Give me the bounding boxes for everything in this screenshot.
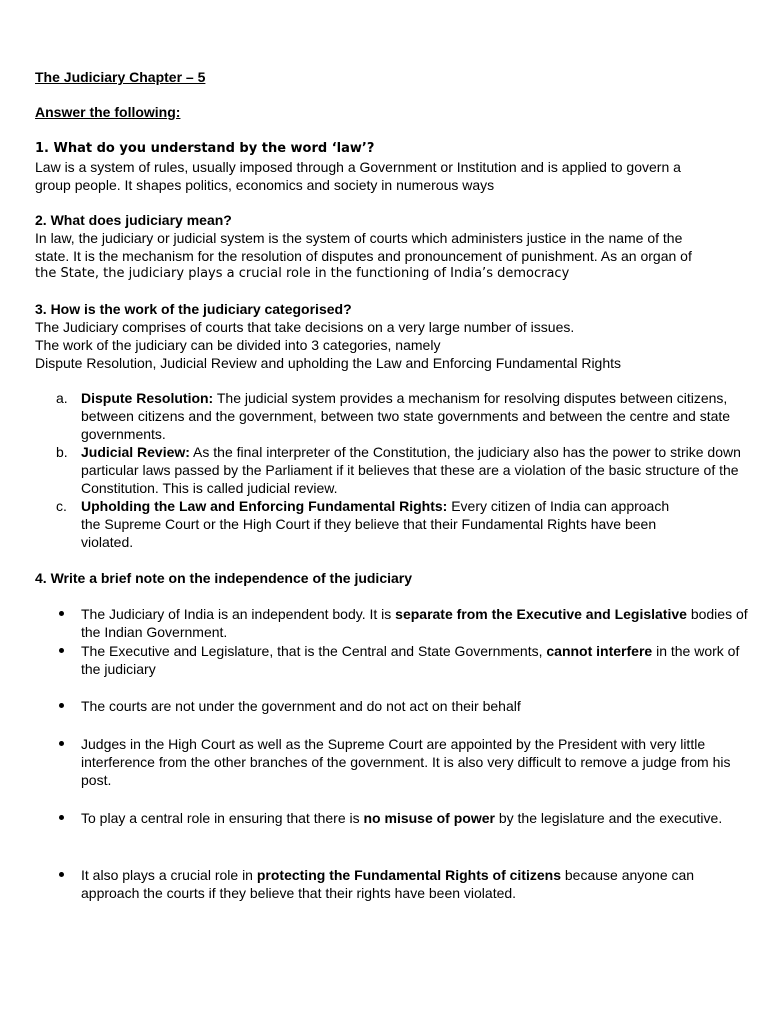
bullet-icon <box>59 703 64 708</box>
answer-1-line-2: group people. It shapes politics, economics and society in numerous ways <box>35 177 495 193</box>
answer-3-line-2: The work of the judiciary can be divided into 3 categories, namely <box>35 337 441 353</box>
bullet-item <box>81 642 756 678</box>
list-marker-c: c. <box>56 498 67 514</box>
list-item-upholding-law <box>81 497 671 551</box>
document-title: The Judiciary Chapter – 5 <box>35 69 206 85</box>
question-4: 4. Write a brief note on the independence of the judiciary <box>35 570 413 586</box>
bullet-item <box>81 605 756 641</box>
bullet-icon <box>59 741 64 746</box>
bullet-text: The Judiciary of India is an independent body. It is <box>81 606 396 622</box>
bullet-text: because anyone can approach the courts if they believe that their rights have been violated. <box>81 867 695 901</box>
question-1: 1. What do you understand by the word ‘law’? <box>35 141 375 156</box>
answer-3-line-1: The Judiciary comprises of courts that take decisions on a very large number of issues. <box>35 319 575 335</box>
bullet-emphasis: no misuse of power <box>363 810 495 826</box>
bullet-text: To play a central role in ensuring that there is <box>81 810 364 826</box>
list-marker-a: a. <box>56 390 68 406</box>
list-item-text: The judicial system provides a mechanism for resolving disputes between citizens, between citizens and the government, between two state governments and between the centre and state governments. <box>81 390 731 442</box>
bullet-text: bodies of the Indian Government. <box>81 606 748 640</box>
bullet-icon <box>59 872 64 877</box>
question-2: 2. What does judiciary mean? <box>35 212 232 228</box>
list-item-term: Judicial Review: <box>81 444 190 460</box>
answer-2-line-3: the State, the judiciary plays a crucial role in the functioning of India’s democracy <box>35 266 570 281</box>
list-item-text: As the final interpreter of the Constitution, the judiciary also has the power to strike down particular laws passed by the Parliament if it believes that these are a violation of the basic structure of the Constitution. This is called judicial review. <box>81 444 741 496</box>
bullet-item <box>81 697 756 715</box>
list-item-text: Every citizen of India can approach the Supreme Court or the High Court if they believe that their Fundamental Rights have been violated. <box>81 498 670 550</box>
bullet-icon <box>59 815 64 820</box>
answer-2-line-1: In law, the judiciary or judicial system is the system of courts which administers justice in the name of the <box>35 230 683 246</box>
bullet-text: by the legislature and the executive. <box>494 810 723 826</box>
answer-3-line-3: Dispute Resolution, Judicial Review and upholding the Law and Enforcing Fundamental Rights <box>35 355 622 371</box>
instruction-heading: Answer the following: <box>35 104 181 120</box>
list-marker-b: b. <box>56 444 68 460</box>
list-item-dispute-resolution <box>81 389 756 443</box>
bullet-item <box>81 809 756 827</box>
bullet-item <box>81 735 756 789</box>
bullet-emphasis: separate from the Executive and Legislative <box>395 606 687 622</box>
bullet-icon <box>59 611 64 616</box>
bullet-item <box>81 866 756 902</box>
bullet-emphasis: protecting the Fundamental Rights of citizens <box>256 867 561 883</box>
list-item-judicial-review <box>81 443 756 497</box>
answer-2-line-2: state. It is the mechanism for the resolution of disputes and pronouncement of punishment. As an organ of <box>35 248 692 264</box>
bullet-text: It also plays a crucial role in <box>81 867 257 883</box>
bullet-text: The Executive and Legislature, that is the Central and State Governments, <box>81 643 547 659</box>
list-item-term: Upholding the Law and Enforcing Fundamental Rights: <box>81 498 448 514</box>
bullet-text: Judges in the High Court as well as the Supreme Court are appointed by the President with very little interference from the other branches of the government. It is also very difficult to remove a judge from his post. <box>81 736 731 788</box>
list-item-term: Dispute Resolution: <box>81 390 214 406</box>
bullet-text: in the work of the judiciary <box>81 643 740 677</box>
bullet-text: The courts are not under the government and do not act on their behalf <box>81 698 521 714</box>
bullet-icon <box>59 648 64 653</box>
bullet-emphasis: cannot interfere <box>546 643 653 659</box>
question-3: 3. How is the work of the judiciary categorised? <box>35 301 352 317</box>
answer-1-line-1: Law is a system of rules, usually imposed through a Government or Institution and is applied to govern a <box>35 159 681 175</box>
